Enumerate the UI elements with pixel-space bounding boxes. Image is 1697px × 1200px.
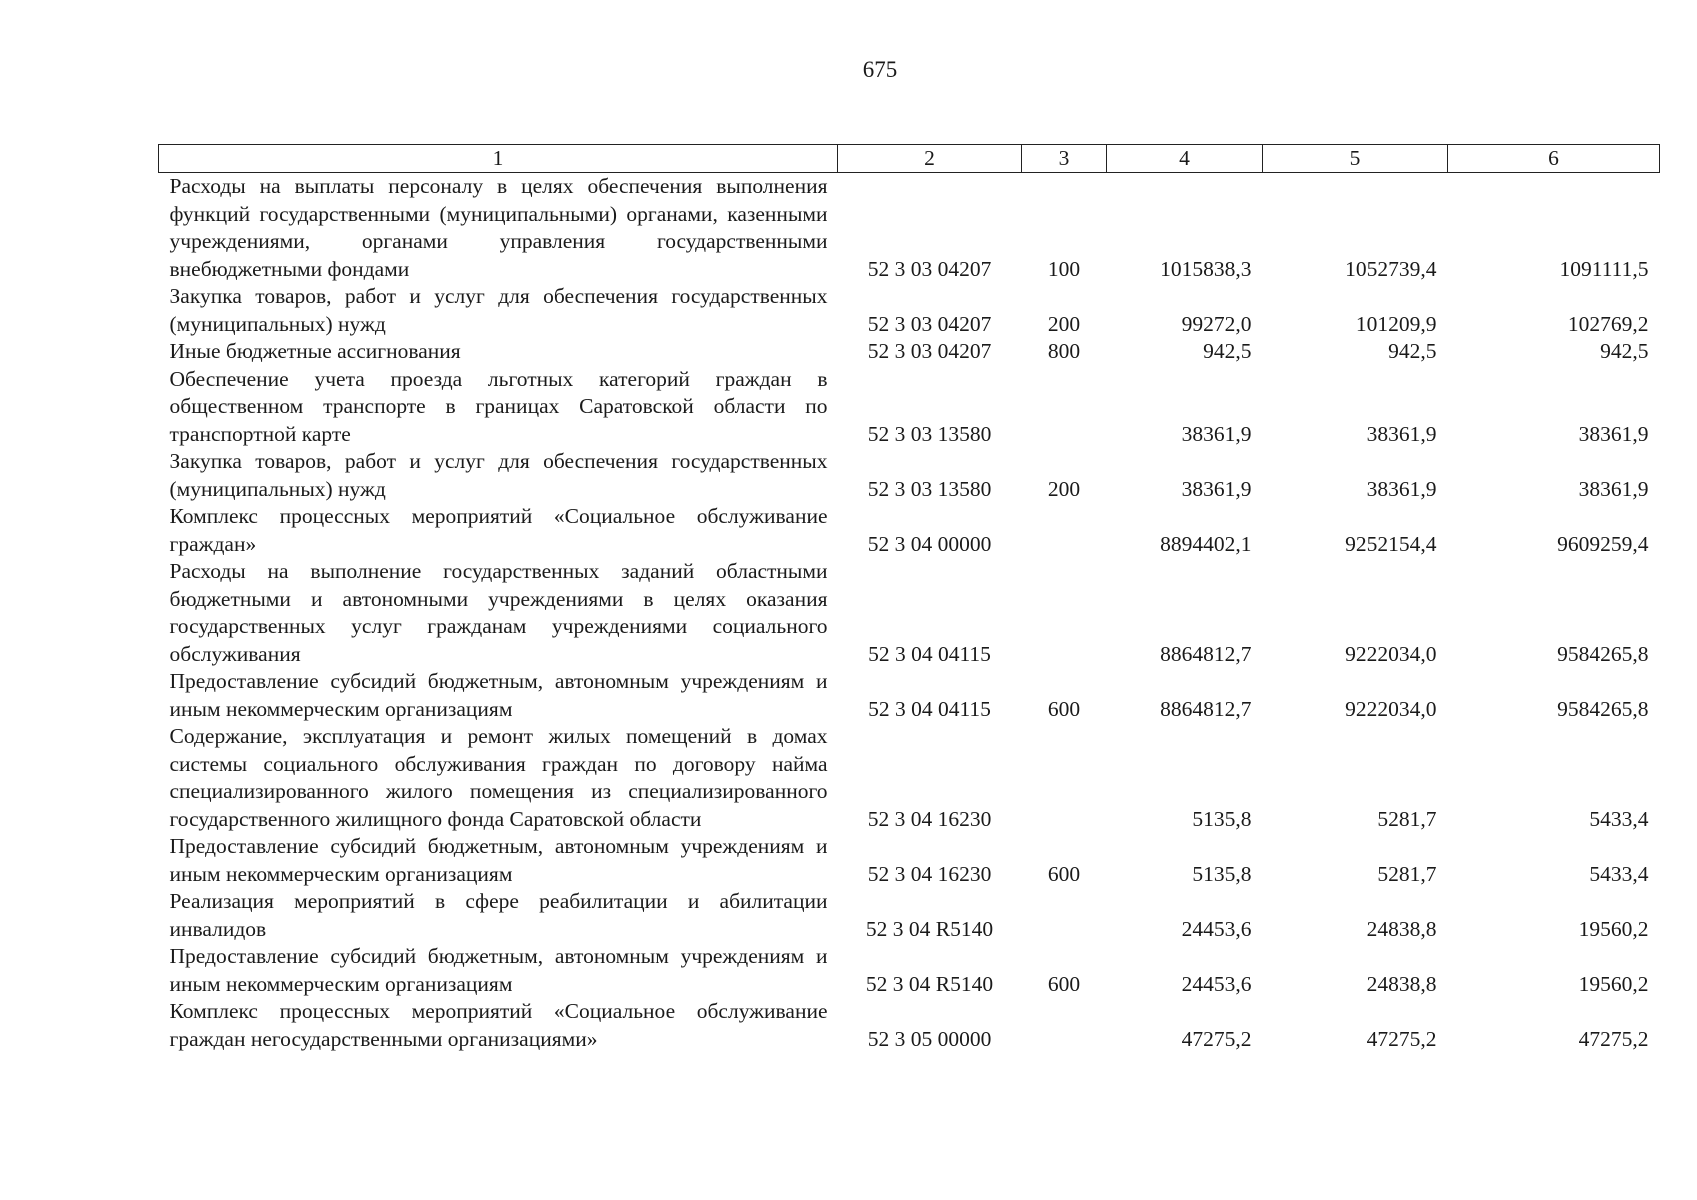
row-value-col6: 19560,2 [1578, 971, 1649, 996]
row-code: 52 3 04 04115 [868, 641, 991, 666]
row-value-col4: 5135,8 [1192, 806, 1252, 831]
budget-table [158, 144, 1660, 1053]
row-value-col5: 5281,7 [1377, 806, 1437, 831]
table-row [159, 503, 1660, 558]
row-value-col5: 5281,7 [1377, 861, 1437, 886]
table-row [159, 448, 1660, 503]
header-col-2: 2 [838, 145, 1022, 173]
row-value-col5: 38361,9 [1366, 421, 1437, 446]
row-value-col6: 942,5 [1600, 339, 1649, 363]
header-col-6: 6 [1448, 145, 1660, 173]
header-row [159, 145, 1660, 173]
row-value-col4: 942,5 [1203, 339, 1252, 363]
table-row [159, 366, 1660, 449]
row-name: Предоставление субсидий бюджетным, автономным учреждениям и иным некоммерческим организациям [169, 669, 828, 721]
row-value-col6: 1091111,5 [1559, 256, 1649, 281]
row-value-col4: 5135,8 [1192, 861, 1252, 886]
row-value-col5: 47275,2 [1366, 1026, 1437, 1051]
row-expense-type [1022, 558, 1107, 668]
row-code: 52 3 03 04207 [867, 256, 992, 281]
table-row [159, 943, 1660, 998]
row-value-col4: 38361,9 [1181, 476, 1252, 501]
row-code: 52 3 03 13580 [867, 421, 992, 446]
table-header [159, 145, 1660, 173]
row-name: Комплекс процессных мероприятий «Социальное обслуживание граждан» [169, 504, 828, 556]
row-code: 52 3 04 R5140 [865, 916, 994, 941]
row-value-col4: 24453,6 [1181, 971, 1252, 996]
row-name: Обеспечение учета проезда льготных категорий граждан в общественном транспорте в границах Саратовской области по транспортной карте [169, 366, 828, 446]
header-col-4: 4 [1107, 145, 1263, 173]
row-code: 52 3 03 13580 [867, 476, 992, 501]
row-name: Содержание, эксплуатация и ремонт жилых помещений в домах системы социального обслуживания граждан по договору найма специализированного жилого помещения из специализированного государственного жилищного фонда Саратовской области [169, 724, 828, 831]
table-row [159, 833, 1660, 888]
row-code: 52 3 03 04207 [867, 339, 992, 363]
row-name: Закупка товаров, работ и услуг для обеспечения государственных (муниципальных) нужд [169, 284, 828, 336]
row-value-col5: 9222034,0 [1345, 641, 1437, 666]
row-value-col5: 9222034,0 [1345, 696, 1437, 721]
row-name: Предоставление субсидий бюджетным, автономным учреждениям и иным некоммерческим организациям [169, 834, 828, 886]
row-value-col6: 9584265,8 [1557, 696, 1649, 721]
row-value-col4: 1015838,3 [1160, 256, 1252, 281]
row-value-col4: 8864812,7 [1160, 696, 1252, 721]
table-row [159, 998, 1660, 1053]
row-value-col6: 9609259,4 [1557, 531, 1649, 556]
table-row [159, 338, 1660, 366]
row-value-col6: 5433,4 [1589, 806, 1649, 831]
row-value-col4: 8894402,1 [1160, 531, 1252, 556]
row-value-col5: 942,5 [1388, 339, 1437, 363]
row-value-col5: 101209,9 [1355, 311, 1437, 336]
row-value-col4: 99272,0 [1181, 311, 1252, 336]
page-number: 675 [862, 57, 898, 82]
table-row [159, 888, 1660, 943]
row-value-col4: 8864812,7 [1160, 641, 1252, 666]
row-expense-type: 200 [1047, 476, 1081, 501]
row-expense-type [1022, 366, 1107, 449]
row-expense-type: 200 [1047, 311, 1081, 336]
row-name: Комплекс процессных мероприятий «Социальное обслуживание граждан негосударственными организациями» [169, 999, 828, 1051]
table-row [159, 558, 1660, 668]
table-row [159, 668, 1660, 723]
table-row [159, 283, 1660, 338]
table-body [159, 173, 1660, 1054]
row-value-col5: 1052739,4 [1345, 256, 1437, 281]
row-name: Расходы на выполнение государственных заданий областными бюджетными и автономными учреждениями в целях оказания государственных услуг гражданам учреждениями социального обслуживания [169, 559, 828, 666]
row-value-col6: 9584265,8 [1557, 641, 1649, 666]
row-expense-type: 600 [1047, 861, 1081, 886]
table-row [159, 723, 1660, 833]
row-value-col4: 24453,6 [1181, 916, 1252, 941]
row-value-col6: 38361,9 [1578, 476, 1649, 501]
row-code: 52 3 04 00000 [867, 531, 992, 556]
row-expense-type: 100 [1047, 256, 1081, 281]
row-value-col6: 5433,4 [1589, 861, 1649, 886]
row-name: Иные бюджетные ассигнования [169, 339, 461, 363]
row-code: 52 3 04 R5140 [865, 971, 994, 996]
row-name: Расходы на выплаты персоналу в целях обеспечения выполнения функций государственными (муниципальными) органами, казенными учреждениями, органами управления государственными внебюджетными фондами [169, 174, 828, 281]
row-expense-type: 800 [1047, 339, 1081, 363]
row-value-col5: 24838,8 [1366, 916, 1437, 941]
row-value-col5: 24838,8 [1366, 971, 1437, 996]
row-value-col4: 47275,2 [1181, 1026, 1252, 1051]
row-value-col6: 102769,2 [1567, 311, 1649, 336]
row-value-col6: 19560,2 [1578, 916, 1649, 941]
row-value-col6: 38361,9 [1578, 421, 1649, 446]
row-name: Предоставление субсидий бюджетным, автономным учреждениям и иным некоммерческим организациям [169, 944, 828, 996]
row-expense-type: 600 [1047, 696, 1081, 721]
row-value-col6: 47275,2 [1578, 1026, 1649, 1051]
header-col-5: 5 [1263, 145, 1448, 173]
row-expense-type [1022, 503, 1107, 558]
row-expense-type [1022, 888, 1107, 943]
row-name: Реализация мероприятий в сфере реабилитации и абилитации инвалидов [169, 889, 828, 941]
table-row [159, 173, 1660, 284]
row-value-col4: 38361,9 [1181, 421, 1252, 446]
row-value-col5: 38361,9 [1366, 476, 1437, 501]
row-expense-type [1022, 723, 1107, 833]
header-col-3: 3 [1022, 145, 1107, 173]
row-code: 52 3 05 00000 [867, 1026, 992, 1051]
row-expense-type [1022, 998, 1107, 1053]
row-code: 52 3 04 16230 [867, 806, 992, 831]
row-code: 52 3 03 04207 [867, 311, 992, 336]
row-code: 52 3 04 04115 [868, 696, 991, 721]
row-expense-type: 600 [1047, 971, 1081, 996]
row-value-col5: 9252154,4 [1345, 531, 1437, 556]
row-code: 52 3 04 16230 [867, 861, 992, 886]
header-col-1: 1 [159, 145, 838, 173]
row-name: Закупка товаров, работ и услуг для обеспечения государственных (муниципальных) нужд [169, 449, 828, 501]
